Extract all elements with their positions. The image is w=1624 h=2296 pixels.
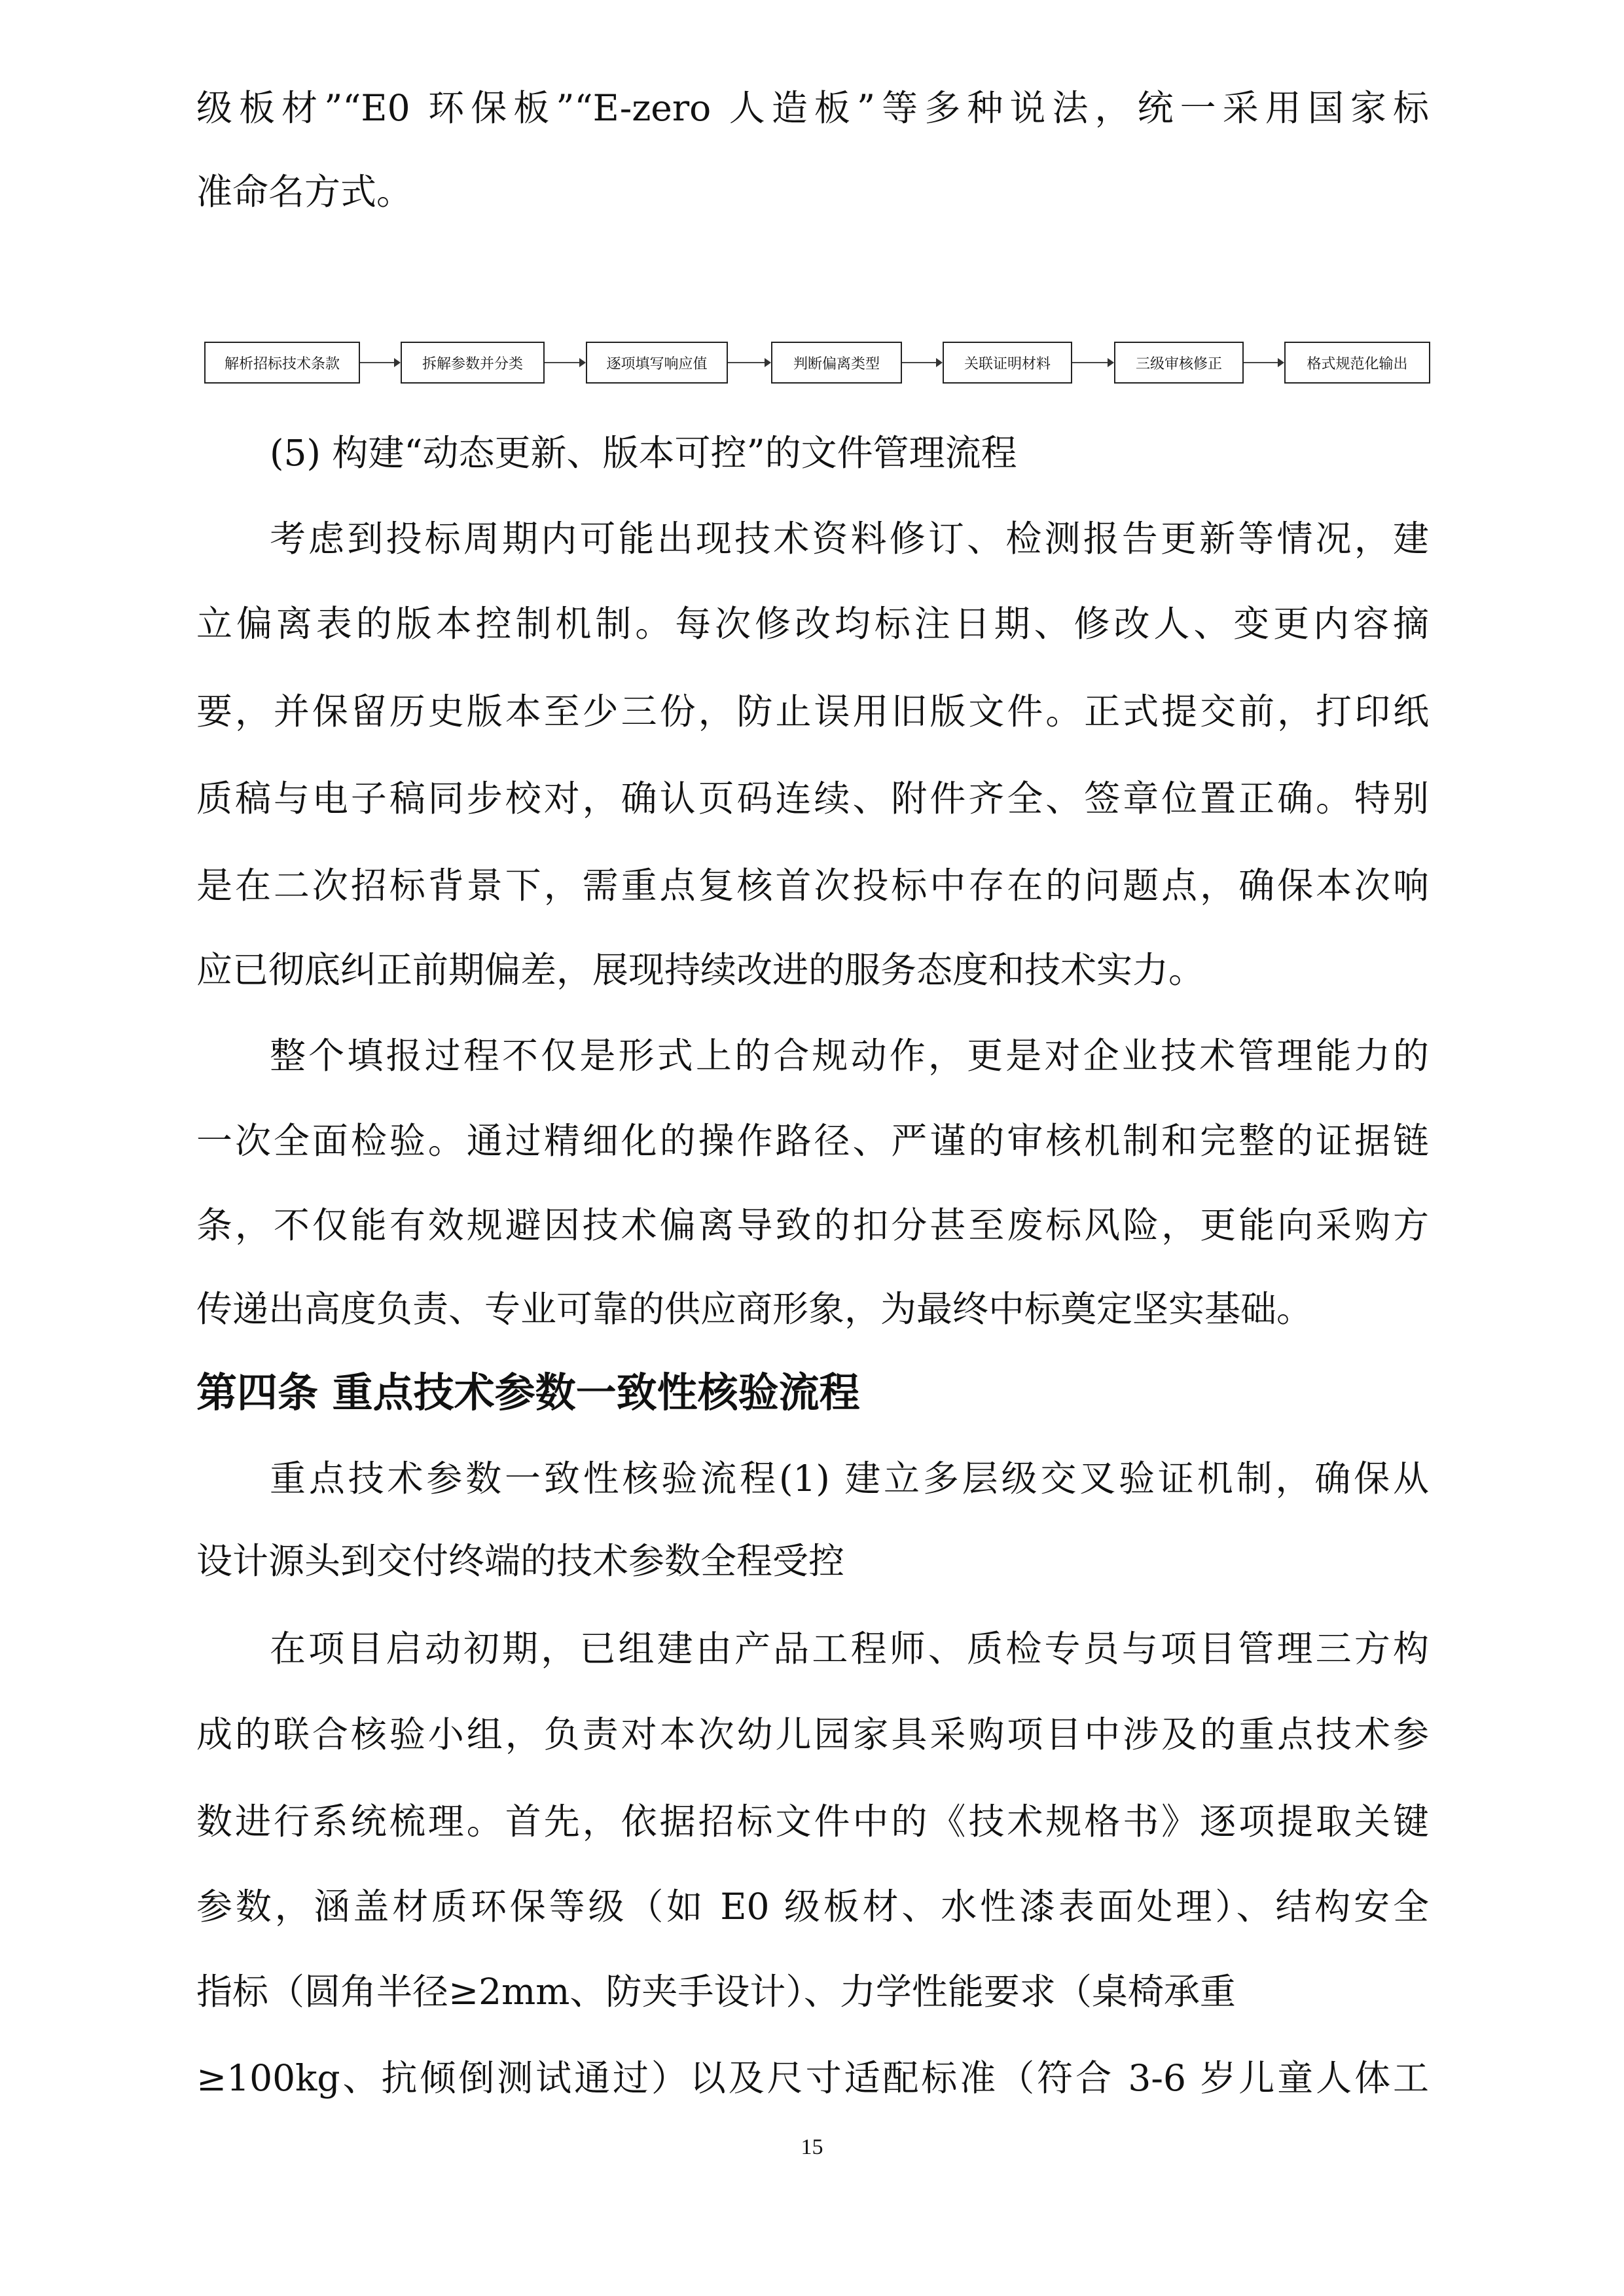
line: 数进行系统梳理。首先，依据招标文件中的《技术规格书》逐项提取关键 xyxy=(196,1801,1429,1842)
line: 准命名方式。 xyxy=(196,171,413,213)
arrow-icon xyxy=(545,362,585,363)
flow-step: 逐项填写响应值 xyxy=(586,342,728,384)
process-flowchart xyxy=(0,342,1624,387)
line: 参数，涵盖材质环保等级（如 E0 级板材、水性漆表面处理）、结构安全 xyxy=(196,1886,1429,1928)
flow-step: 解析招标技术条款 xyxy=(204,342,360,384)
line: 应已彻底纠正前期偏差，展现持续改进的服务态度和技术实力。 xyxy=(196,949,1205,991)
line: 级板材”“E0 环保板”“E-zero 人造板”等多种说法，统一采用国家标 xyxy=(196,87,1429,129)
flow-step: 判断偏离类型 xyxy=(771,342,902,384)
line: 在项目启动初期，已组建由产品工程师、质检专员与项目管理三方构 xyxy=(270,1628,1429,1670)
flow-step: 拆解参数并分类 xyxy=(401,342,545,384)
line: 设计源头到交付终端的技术参数全程受控 xyxy=(196,1540,845,1582)
line: 立偏离表的版本控制机制。每次修改均标注日期、修改人、变更内容摘 xyxy=(196,603,1429,645)
section-heading: 第四条 重点技术参数一致性核验流程 xyxy=(196,1369,860,1416)
subheading: (5) 构建“动态更新、版本可控”的文件管理流程 xyxy=(270,432,1017,474)
page-number: 15 xyxy=(801,2135,823,2159)
line: 质稿与电子稿同步校对，确认页码连续、附件齐全、签章位置正确。特别 xyxy=(196,778,1429,819)
flow-step: 关联证明材料 xyxy=(943,342,1072,384)
line: 是在二次招标背景下，需重点复核首次投标中存在的问题点，确保本次响 xyxy=(196,865,1429,906)
line: 重点技术参数一致性核验流程(1) 建立多层级交叉验证机制，确保从 xyxy=(270,1458,1429,1499)
flow-step: 格式规范化输出 xyxy=(1284,342,1430,384)
line: 成的联合核验小组，负责对本次幼儿园家具采购项目中涉及的重点技术参 xyxy=(196,1713,1429,1755)
line: 传递出高度负责、专业可靠的供应商形象，为最终中标奠定坚实基础。 xyxy=(196,1288,1313,1330)
line: 一次全面检验。通过精细化的操作路径、严谨的审核机制和完整的证据链 xyxy=(196,1120,1429,1162)
arrow-icon xyxy=(902,362,941,363)
arrow-icon xyxy=(360,362,399,363)
line: ≥100kg、抗倾倒测试通过）以及尺寸适配标准（符合 3-6 岁儿童人体工 xyxy=(196,2057,1429,2099)
line: 要，并保留历史版本至少三份，防止误用旧版文件。正式提交前，打印纸 xyxy=(196,691,1429,732)
line: 考虑到投标周期内可能出现技术资料修订、检测报告更新等情况，建 xyxy=(270,518,1429,560)
arrow-icon xyxy=(728,362,770,363)
flow-step: 三级审核修正 xyxy=(1114,342,1244,384)
line: 整个填报过程不仅是形式上的合规动作，更是对企业技术管理能力的 xyxy=(270,1035,1429,1077)
arrow-icon xyxy=(1244,362,1283,363)
line: 条，不仅能有效规避因技术偏离导致的扣分甚至废标风险，更能向采购方 xyxy=(196,1204,1429,1246)
line: 指标（圆角半径≥2mm、防夹手设计）、力学性能要求（桌椅承重 xyxy=(196,1971,1236,2013)
arrow-icon xyxy=(1072,362,1113,363)
